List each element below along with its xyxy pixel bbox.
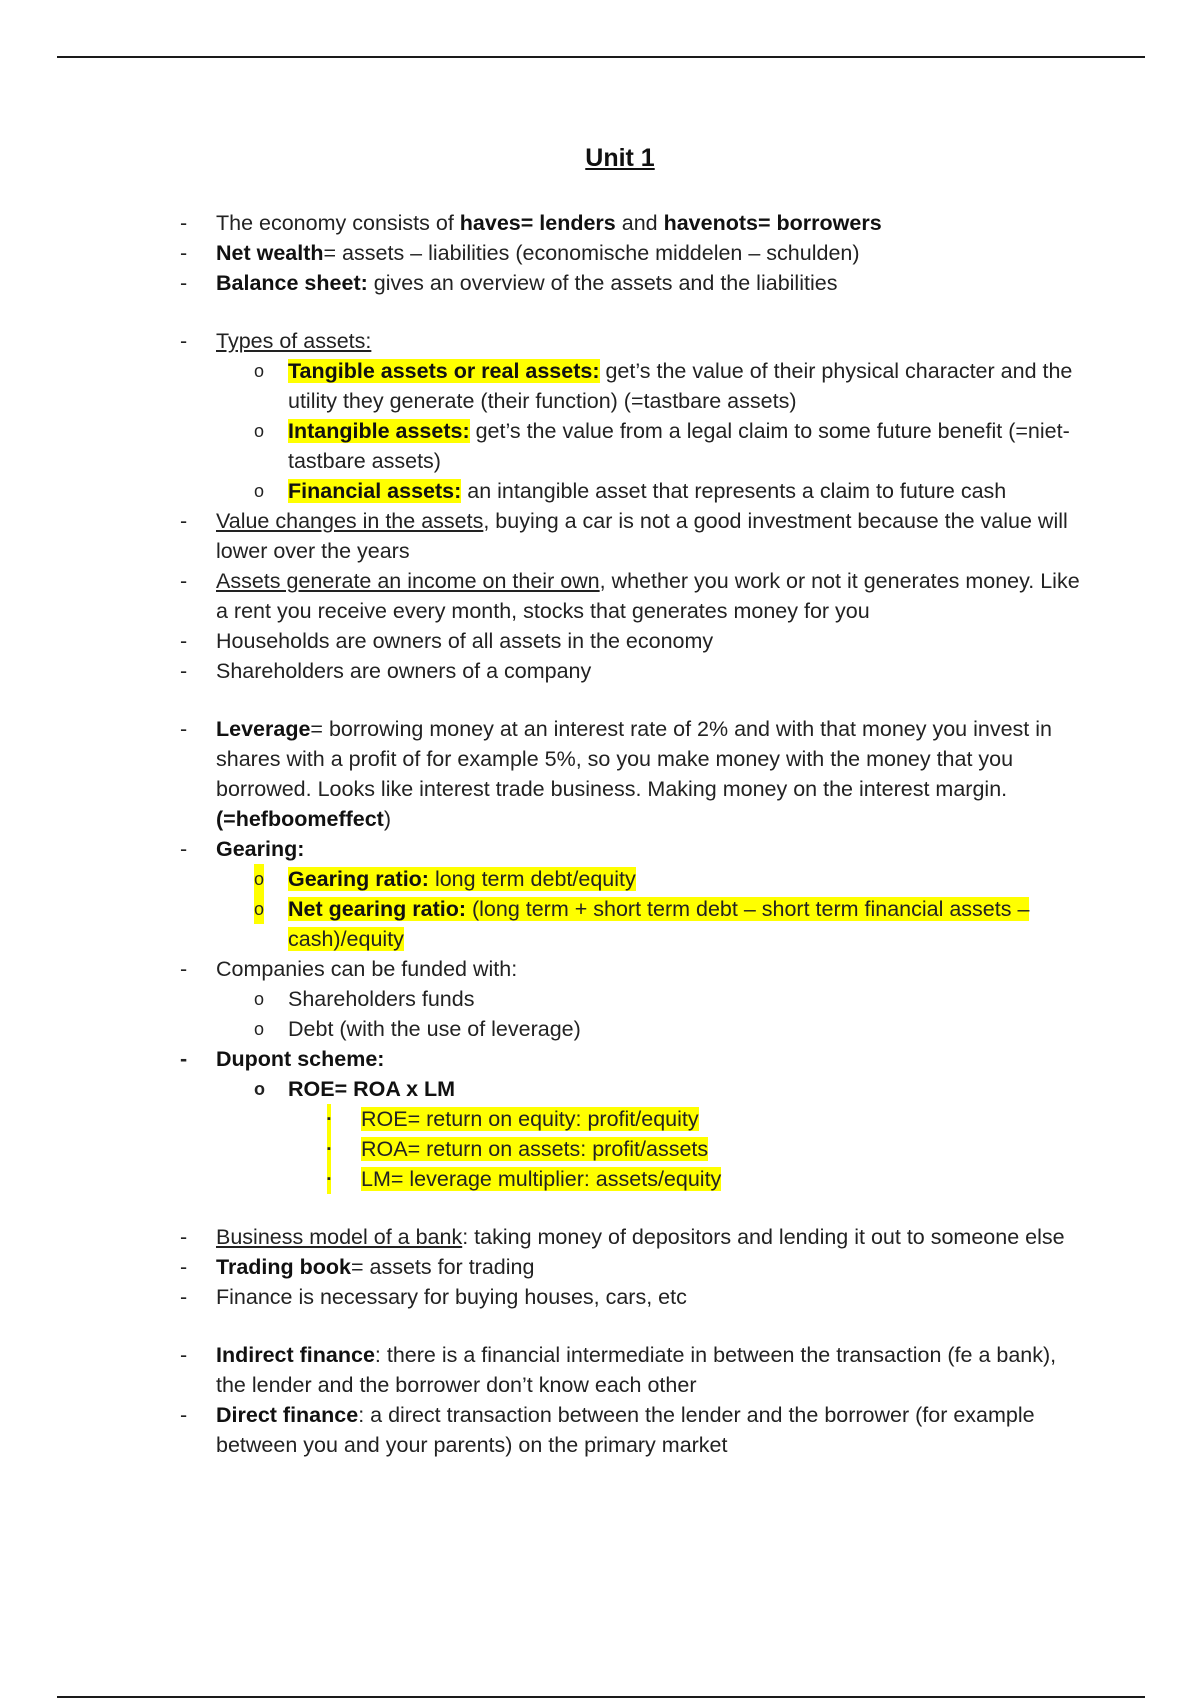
circle-bullet: o — [254, 864, 264, 894]
dash-bullet: - — [180, 1225, 188, 1249]
dash-bullet: - — [180, 1047, 188, 1071]
dash-bullet: - — [180, 659, 188, 683]
circle-bullet: o — [254, 481, 265, 501]
circle-bullet: o — [254, 894, 264, 924]
dash-bullet: - — [180, 569, 188, 593]
sub-sub-list-item: ▪ ROE= return on equity: profit/equity — [180, 1104, 1080, 1134]
sub-list-item: o Debt (with the use of leverage) — [180, 1014, 1080, 1044]
header-rule — [57, 56, 1145, 58]
list-item: - Direct finance: a direct transaction between the lender and the borrower (for example between you and your parents) on the primary market — [180, 1400, 1080, 1460]
list-item: - Types of assets: — [180, 326, 1080, 356]
dash-bullet: - — [180, 271, 188, 295]
sub-list-item: o Intangible assets: get’s the value from a legal claim to some future benefit (=niet-tastbare assets) — [180, 416, 1080, 476]
sub-list-item: o Financial assets: an intangible asset that represents a claim to future cash — [180, 476, 1080, 506]
sub-sub-list-item: ▪ ROA= return on assets: profit/assets — [180, 1134, 1080, 1164]
dash-bullet: - — [180, 211, 188, 235]
dash-bullet: - — [180, 509, 188, 533]
list-item: - Dupont scheme: — [180, 1044, 1080, 1074]
circle-bullet: o — [254, 421, 265, 441]
list-item: - Shareholders are owners of a company — [180, 656, 1080, 686]
sub-list-item: o Tangible assets or real assets: get’s the value of their physical character and the utility they generate (their function) (=tastbare assets) — [180, 356, 1080, 416]
sub-list-item: o Net gearing ratio: (long term + short term debt – short term financial assets – cash)/equity — [180, 894, 1080, 954]
list-item: - Balance sheet: gives an overview of the assets and the liabilities — [180, 268, 1080, 298]
list-item: - Indirect finance: there is a financial intermediate in between the transaction (fe a bank), the lender and the borrower don’t know each other — [180, 1340, 1080, 1400]
list-item: - Business model of a bank: taking money of depositors and lending it out to someone else — [180, 1222, 1080, 1252]
dash-bullet: - — [180, 629, 188, 653]
dash-bullet: - — [180, 717, 188, 741]
dash-bullet: - — [180, 1403, 188, 1427]
list-item: - Households are owners of all assets in the economy — [180, 626, 1080, 656]
list-item: - Leverage= borrowing money at an interest rate of 2% and with that money you invest in shares with a profit of for example 5%, so you make money with the money that you borrowed. Looks like interest trade business. Making money on the interest margin. (=hefboomeffect) — [180, 714, 1080, 834]
list-item: - The economy consists of haves= lenders and havenots= borrowers — [180, 208, 1080, 238]
dash-bullet: - — [180, 957, 188, 981]
list-item: - Net wealth= assets – liabilities (economische middelen – schulden) — [180, 238, 1080, 268]
sub-list-item: o ROE= ROA x LM — [180, 1074, 1080, 1104]
dash-bullet: - — [180, 837, 188, 861]
list-item: - Assets generate an income on their own, whether you work or not it generates money. Like a rent you receive every month, stocks that generates money for you — [180, 566, 1080, 626]
dash-bullet: - — [180, 329, 188, 353]
circle-bullet: o — [254, 989, 265, 1009]
list-item: - Gearing: — [180, 834, 1080, 864]
footer-rule — [57, 1696, 1145, 1698]
square-bullet: ▪ — [327, 1134, 331, 1164]
circle-bullet: o — [254, 361, 265, 381]
document-body — [180, 208, 1080, 1460]
sub-list-item: o Shareholders funds — [180, 984, 1080, 1014]
square-bullet: ▪ — [327, 1164, 331, 1194]
sub-list-item: o Gearing ratio: long term debt/equity — [180, 864, 1080, 894]
circle-bullet: o — [254, 1079, 265, 1099]
dash-bullet: - — [180, 1285, 188, 1309]
dash-bullet: - — [180, 1343, 188, 1367]
page-title: Unit 1 — [585, 144, 655, 172]
dash-bullet: - — [180, 241, 188, 265]
list-item: - Value changes in the assets, buying a car is not a good investment because the value will lower over the years — [180, 506, 1080, 566]
list-item: - Companies can be funded with: — [180, 954, 1080, 984]
list-item: - Trading book= assets for trading — [180, 1252, 1080, 1282]
list-item: - Finance is necessary for buying houses, cars, etc — [180, 1282, 1080, 1312]
dash-bullet: - — [180, 1255, 188, 1279]
circle-bullet: o — [254, 1019, 265, 1039]
square-bullet: ▪ — [327, 1104, 331, 1134]
sub-sub-list-item: ▪ LM= leverage multiplier: assets/equity — [180, 1164, 1080, 1194]
